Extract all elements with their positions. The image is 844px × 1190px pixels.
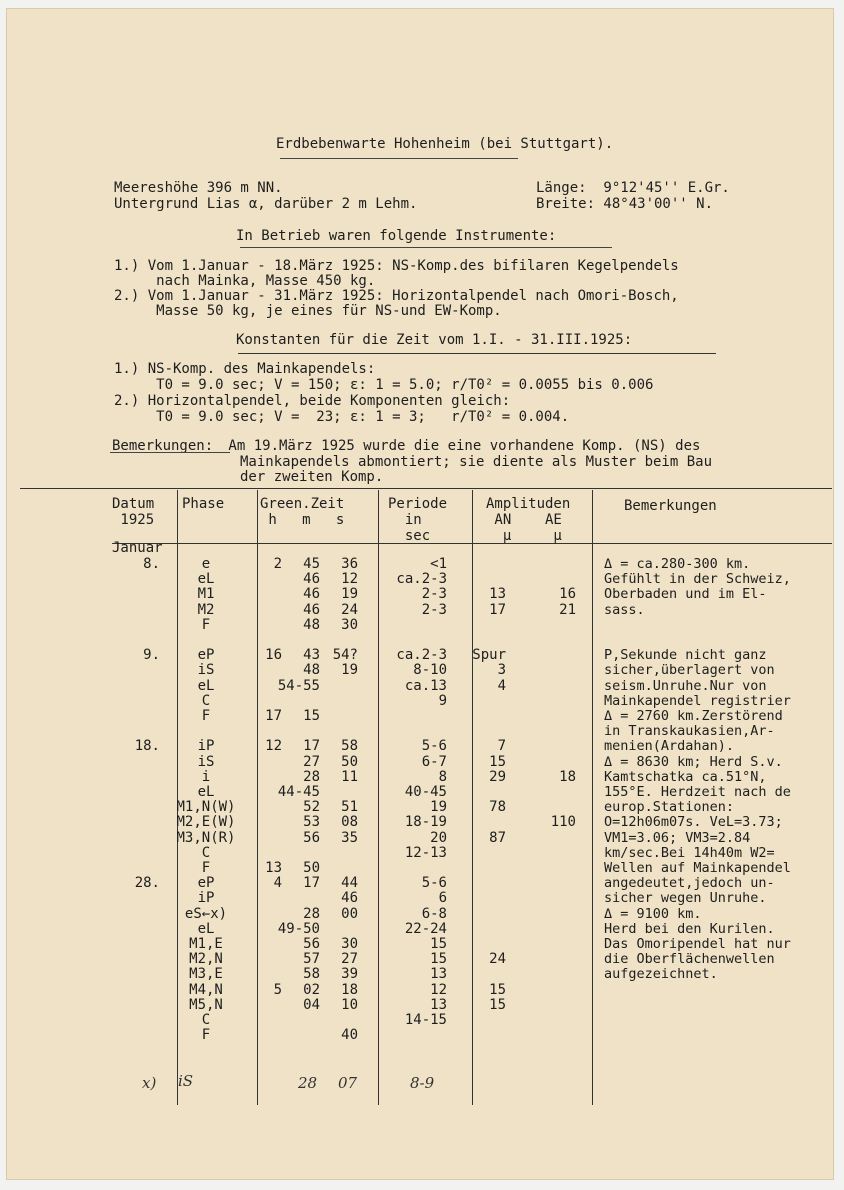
cell-minute: 48 <box>303 616 320 633</box>
cell-phase: iP <box>197 738 215 755</box>
cell-period: 2-3 <box>421 601 447 618</box>
cell-period: 6-8 <box>421 905 447 922</box>
cell-minute: 27 <box>303 753 320 770</box>
constants-line-3: 2.) Horizontalpendel, beide Komponenten gleich: <box>114 393 511 409</box>
cell-period: 18-19 <box>404 814 447 831</box>
cell-period: 9 <box>438 692 447 709</box>
remarks-underline <box>110 452 230 453</box>
cell-amp-n: 4 <box>497 677 506 694</box>
cell-period: 40-45 <box>404 784 447 800</box>
header-datum: Datum 1925 <box>112 496 155 528</box>
note-line: die Oberflächenwellen <box>604 951 775 968</box>
cell-amp-n: 13 <box>489 586 506 603</box>
instrument-line-1: 1.) Vom 1.Januar - 18.März 1925: NS-Komp.des bifilaren Kegelpendels <box>114 258 679 274</box>
title-underline <box>280 158 518 159</box>
cell-minute: 28 <box>303 768 320 785</box>
cell-period: 22-24 <box>404 920 447 937</box>
cell-minute: 15 <box>303 708 320 724</box>
cell-amp-e: 16 <box>559 586 576 603</box>
note-line: VM1=3.06; VM3=2.84 <box>604 829 751 846</box>
cell-phase: M2,N <box>189 951 223 968</box>
remarks-label: Bemerkungen: <box>112 438 214 454</box>
cell-phase: C <box>201 692 211 709</box>
cell-phase: M1,N(W) <box>176 799 236 816</box>
cell-phase: M2,E(W) <box>176 814 236 831</box>
cell-minute: 17 <box>303 875 320 892</box>
cell-period: 20 <box>430 829 447 846</box>
remarks-line-1: Am 19.März 1925 wurde die eine vorhandene Komp. (NS) des <box>220 438 701 454</box>
cell-phase: F <box>201 708 211 724</box>
note-line: Oberbaden und im El- <box>604 586 767 603</box>
cell-period: 12-13 <box>404 844 447 861</box>
cell-amp-n: 24 <box>489 951 506 968</box>
cell-amp-n: 15 <box>489 996 506 1013</box>
constants-line-4: T0 = 9.0 sec; V = 23; ε: 1 = 3; r/T0² = 0.004. <box>114 409 570 425</box>
cell-second: 39 <box>341 966 358 983</box>
instruments-heading: In Betrieb waren folgende Instrumente: <box>236 228 557 244</box>
cell-second: 00 <box>341 905 358 922</box>
note-line: 155°E. Herdzeit nach de <box>604 784 791 800</box>
cell-amp-n: 29 <box>489 768 506 785</box>
cell-period: 14-15 <box>404 1012 447 1028</box>
cell-minute: 57 <box>303 951 320 968</box>
cell-second: 19 <box>341 586 358 603</box>
constants-line-1: 1.) NS-Komp. des Mainkapendels: <box>114 361 376 377</box>
cell-minute: 45 <box>303 556 320 572</box>
cell-hour: 2 <box>273 556 282 572</box>
cell-minute: 04 <box>303 996 320 1013</box>
instrument-line-3: 2.) Vom 1.Januar - 31.März 1925: Horizontalpendel nach Omori-Bosch, <box>114 288 679 304</box>
cell-phase: i <box>201 768 211 785</box>
note-line: in Transkaukasien,Ar- <box>604 723 775 740</box>
header-amplituden: Amplituden AN AE μ μ <box>486 496 571 544</box>
cell-period: 8-10 <box>413 662 447 679</box>
col-sep-zeit <box>257 490 258 1105</box>
note-line: sicher wegen Unruhe. <box>604 890 767 907</box>
cell-minute: 46 <box>303 601 320 618</box>
cell-period: 15 <box>430 936 447 952</box>
header-bemerkungen: Bemerkungen <box>624 498 717 514</box>
cell-phase: e <box>201 556 211 572</box>
cell-amp-n: 87 <box>489 829 506 846</box>
cell-minute: 02 <box>303 981 320 998</box>
note-line: sass. <box>604 601 645 618</box>
longitude-text: Länge: 9°12'45'' E.Gr. <box>536 180 730 196</box>
cell-second: 50 <box>341 753 358 770</box>
handwritten-period: 8-9 <box>410 1074 435 1092</box>
cell-phase: M3,N(R) <box>176 829 236 846</box>
col-sep-periode <box>378 490 379 1105</box>
cell-period: 13 <box>430 966 447 983</box>
cell-phase: F <box>201 860 211 876</box>
cell-phase: eS←x) <box>184 905 228 922</box>
cell-second: 18 <box>341 981 358 998</box>
subsoil-text: Untergrund Lias α, darüber 2 m Lehm. <box>114 196 418 212</box>
cell-minute: 54-55 <box>277 677 320 694</box>
cell-second: 08 <box>341 814 358 831</box>
note-line: Kamtschatka ca.51°N, <box>604 768 767 785</box>
cell-period: 12 <box>430 981 447 998</box>
cell-phase: F <box>201 1027 211 1044</box>
handwritten-footnote-mark: x) <box>142 1074 157 1092</box>
cell-minute: 52 <box>303 799 320 816</box>
cell-amp-n: 15 <box>489 981 506 998</box>
cell-second: 54? <box>332 647 358 664</box>
cell-amp-n: 78 <box>489 799 506 816</box>
cell-period: 19 <box>430 799 447 816</box>
header-phase: Phase <box>182 496 225 512</box>
cell-amp-e: 18 <box>559 768 576 785</box>
note-line: Δ = 9100 km. <box>604 905 702 922</box>
cell-second: 44 <box>341 875 358 892</box>
cell-phase: C <box>201 844 211 861</box>
cell-hour: 16 <box>265 647 282 664</box>
note-line: Δ = 2760 km.Zerstörend <box>604 708 783 724</box>
cell-amp-e: 21 <box>559 601 576 618</box>
cell-minute: 44-45 <box>277 784 320 800</box>
cell-second: 46 <box>341 890 358 907</box>
cell-minute: 49-50 <box>277 920 320 937</box>
note-line: Mainkapendel registrier <box>604 692 791 709</box>
document-title: Erdbebenwarte Hohenheim (bei Stuttgart). <box>276 136 614 152</box>
cell-minute: 53 <box>303 814 320 831</box>
cell-period: 8 <box>438 768 447 785</box>
cell-phase: eP <box>197 647 215 664</box>
cell-second: 27 <box>341 951 358 968</box>
cell-second: 30 <box>341 936 358 952</box>
note-line: Wellen auf Mainkapendel <box>604 860 791 876</box>
cell-period: 6-7 <box>421 753 447 770</box>
cell-phase: eL <box>197 784 215 800</box>
handwritten-seconds: 07 <box>338 1074 358 1092</box>
note-line: O=12h06m07s. VeL=3.73; <box>604 814 783 831</box>
cell-minute: 28 <box>303 905 320 922</box>
header-zeit: Green.Zeit h m s <box>260 496 345 528</box>
cell-phase: M2 <box>197 601 215 618</box>
cell-phase: eL <box>197 677 215 694</box>
cell-period: 5-6 <box>421 875 447 892</box>
month-label: Januar <box>112 540 163 556</box>
cell-phase: C <box>201 1012 211 1028</box>
cell-amp-e: 110 <box>550 814 576 831</box>
note-line: Das Omoripendel hat nur <box>604 936 791 952</box>
cell-minute: 56 <box>303 829 320 846</box>
cell-amp-n: 17 <box>489 601 506 618</box>
note-line: Herd bei den Kurilen. <box>604 920 775 937</box>
header-periode: Periode in sec <box>388 496 448 544</box>
note-line: aufgezeichnet. <box>604 966 718 983</box>
cell-second: 24 <box>341 601 358 618</box>
constants-line-2: T0 = 9.0 sec; V = 150; ε: 1 = 5.0; r/T0² = 0.0055 bis 0.006 <box>114 377 654 393</box>
cell-amp-n: Spur <box>472 647 506 664</box>
cell-phase: M1 <box>197 586 215 603</box>
cell-phase: M4,N <box>189 981 223 998</box>
handwritten-minutes: 28 <box>298 1074 318 1092</box>
cell-period: ca.2-3 <box>396 571 447 588</box>
cell-minute: 17 <box>303 738 320 755</box>
cell-second: 30 <box>341 616 358 633</box>
cell-second: 12 <box>341 571 358 588</box>
cell-minute: 50 <box>303 860 320 876</box>
cell-phase: eL <box>197 920 215 937</box>
note-line: P,Sekunde nicht ganz <box>604 647 767 664</box>
cell-hour: 5 <box>273 981 282 998</box>
latitude-text: Breite: 48°43'00'' N. <box>536 196 714 212</box>
cell-phase: eP <box>197 875 215 892</box>
cell-minute: 56 <box>303 936 320 952</box>
cell-period: 2-3 <box>421 586 447 603</box>
cell-phase: M5,N <box>189 996 223 1013</box>
cell-phase: iS <box>197 662 215 679</box>
note-line: seism.Unruhe.Nur von <box>604 677 767 694</box>
cell-period: ca.13 <box>404 677 447 694</box>
cell-phase: M3,E <box>189 966 223 983</box>
cell-hour: 17 <box>265 708 282 724</box>
constants-heading: Konstanten für die Zeit vom 1.I. - 31.III.1925: <box>236 332 633 348</box>
cell-datum: 28. <box>134 875 160 892</box>
cell-second: 40 <box>341 1027 358 1044</box>
cell-phase: eL <box>197 571 215 588</box>
note-line: Δ = ca.280-300 km. <box>604 556 751 572</box>
cell-datum: 8. <box>143 556 160 572</box>
cell-period: 13 <box>430 996 447 1013</box>
col-sep-amplituden <box>472 490 473 1105</box>
cell-amp-n: 3 <box>497 662 506 679</box>
cell-minute: 46 <box>303 586 320 603</box>
cell-minute: 48 <box>303 662 320 679</box>
cell-phase: iP <box>197 890 215 907</box>
cell-period: 15 <box>430 951 447 968</box>
note-line: sicher,überlagert von <box>604 662 775 679</box>
constants-underline <box>238 353 716 354</box>
cell-period: <1 <box>430 556 447 572</box>
instrument-line-4: Masse 50 kg, je eines für NS-und EW-Komp. <box>114 303 502 319</box>
cell-minute: 46 <box>303 571 320 588</box>
cell-period: ca.2-3 <box>396 647 447 664</box>
cell-second: 10 <box>341 996 358 1013</box>
remarks-line-3: der zweiten Komp. <box>240 469 384 485</box>
note-line: europ.Stationen: <box>604 799 735 816</box>
cell-hour: 4 <box>273 875 282 892</box>
cell-minute: 43 <box>303 647 320 664</box>
instruments-underline <box>240 247 612 248</box>
col-sep-bemerkungen <box>592 490 593 1105</box>
cell-amp-n: 15 <box>489 753 506 770</box>
cell-phase: F <box>201 616 211 633</box>
cell-datum: 9. <box>143 647 160 664</box>
note-line: Δ = 8630 km; Herd S.v. <box>604 753 783 770</box>
table-top-rule <box>20 488 832 489</box>
cell-second: 11 <box>341 768 358 785</box>
cell-hour: 12 <box>265 738 282 755</box>
cell-second: 19 <box>341 662 358 679</box>
cell-second: 58 <box>341 738 358 755</box>
handwritten-phase: iS <box>178 1072 194 1090</box>
note-line: km/sec.Bei 14h40m W2= <box>604 844 775 861</box>
cell-minute: 58 <box>303 966 320 983</box>
cell-period: 5-6 <box>421 738 447 755</box>
cell-second: 35 <box>341 829 358 846</box>
cell-phase: M1,E <box>189 936 223 952</box>
remarks-line-2: Mainkapendels abmontiert; sie diente als Muster beim Bau <box>240 454 713 470</box>
cell-amp-n: 7 <box>497 738 506 755</box>
note-line: angedeutet,jedoch un- <box>604 875 775 892</box>
instrument-line-2: nach Mainka, Masse 450 kg. <box>114 273 376 289</box>
note-line: Gefühlt in der Schweiz, <box>604 571 791 588</box>
elevation-text: Meereshöhe 396 m NN. <box>114 180 283 196</box>
cell-datum: 18. <box>134 738 160 755</box>
cell-hour: 13 <box>265 860 282 876</box>
cell-period: 6 <box>438 890 447 907</box>
cell-second: 51 <box>341 799 358 816</box>
note-line: menien(Ardahan). <box>604 738 735 755</box>
cell-phase: iS <box>197 753 215 770</box>
cell-second: 36 <box>341 556 358 572</box>
